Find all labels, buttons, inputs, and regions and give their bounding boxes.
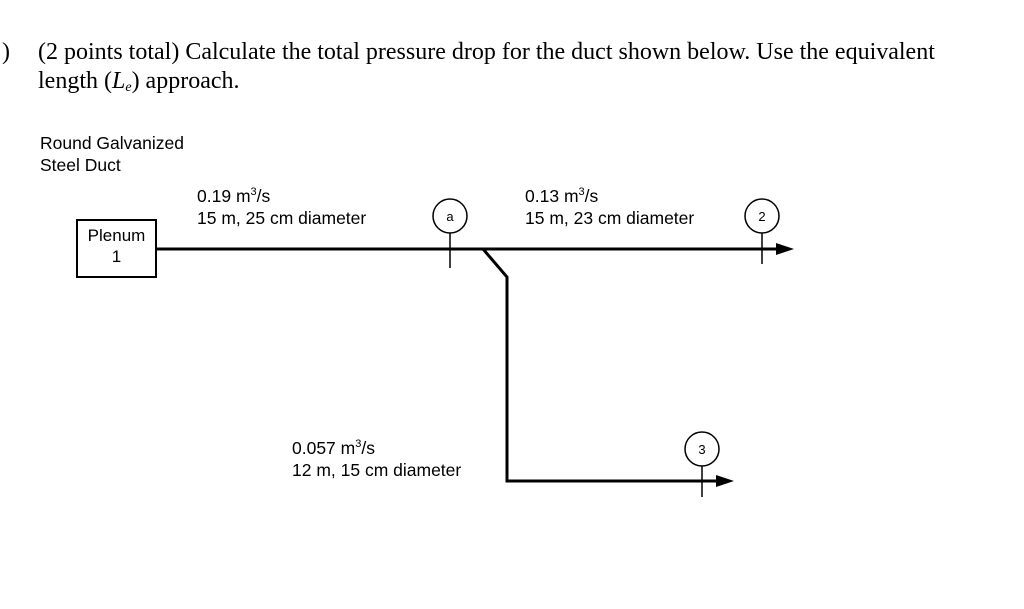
duct-type-label: Round Galvanized Steel Duct xyxy=(40,133,184,175)
outlet-2-arrow xyxy=(776,243,794,255)
plenum-number: 1 xyxy=(111,247,122,266)
segment-1a-flow: 0.19 $m^3/s$ xyxy=(197,186,271,206)
node-3-label: 3 xyxy=(698,442,706,457)
segment-a2-spec: 15 m, 23 cm diameter xyxy=(525,208,695,228)
segment-a2-flow: 0.13 $m^3/s$ xyxy=(525,186,599,206)
segment-a3-flow: 0.057 $m^3/s$ xyxy=(292,438,375,458)
plenum-label: Plenum xyxy=(87,226,146,245)
node-a-label: a xyxy=(446,209,454,224)
node-2-label: 2 xyxy=(758,209,766,224)
branch-duct-line xyxy=(483,249,716,481)
question-text-part1: (2 points total) Calculate the total pressure drop for the duct shown below. Use the equivalent length ( xyxy=(38,39,935,94)
outlet-3-arrow xyxy=(716,475,734,487)
question-text-part2: ) approach. xyxy=(131,68,240,94)
segment-1a-spec: 15 m, 25 cm diameter xyxy=(197,208,367,228)
segment-a3-spec: 12 m, 15 cm diameter xyxy=(292,460,462,480)
question-number: ) xyxy=(2,39,10,65)
equivalent-length-symbol: $L_e$ xyxy=(111,68,132,95)
